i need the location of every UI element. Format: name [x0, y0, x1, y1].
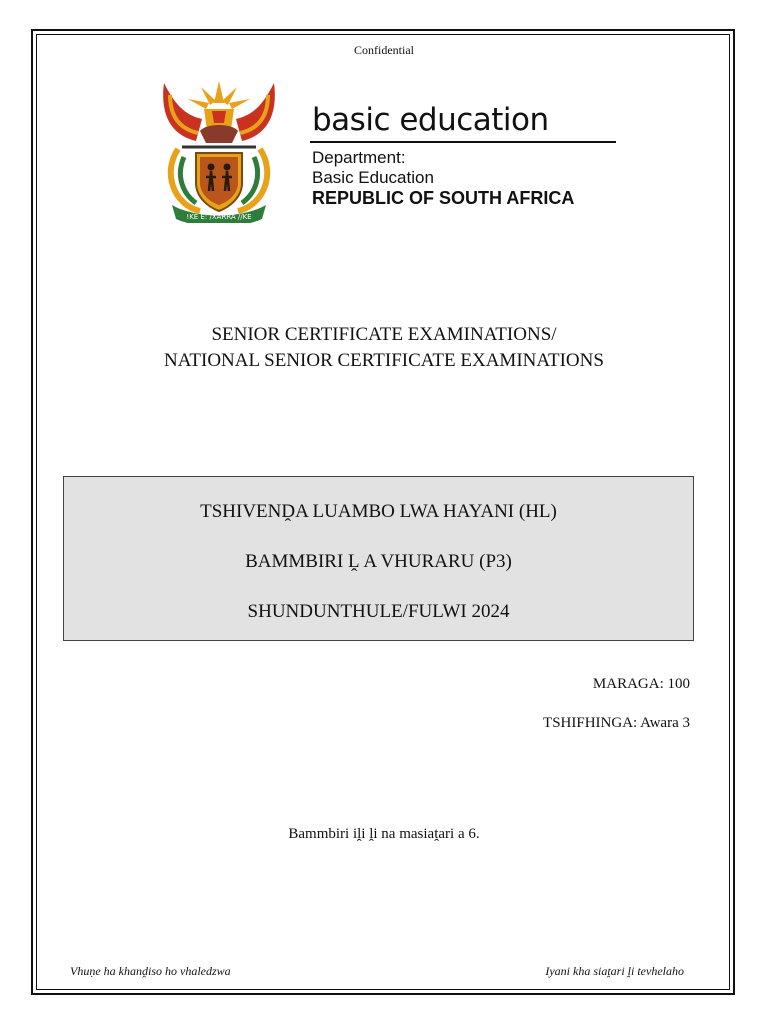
crest-motto: !KE E: /XARRA //KE [186, 213, 252, 221]
subject-box [63, 476, 694, 641]
footer-turn-over: Iyani kha siaṱari ḽi tevhelaho [545, 964, 684, 978]
subject-name: TSHIVENḒA LUAMBO LWA HAYANI (HL) [200, 501, 557, 522]
department-title: basic education [312, 102, 549, 138]
total-marks: MARAGA: 100 [592, 676, 690, 692]
exam-session: SHUNDUNTHULE/FULWI 2024 [247, 601, 510, 622]
country-name: REPUBLIC OF SOUTH AFRICA [312, 188, 575, 208]
page-count-note: Bammbiri iḽi ḽi na masiaṱari a 6. [288, 826, 480, 842]
coat-of-arms-icon [156, 73, 282, 223]
exam-title-line-2: NATIONAL SENIOR CERTIFICATE EXAMINATIONS [164, 350, 604, 371]
exam-duration: TSHIFHINGA: Awara 3 [543, 715, 690, 731]
footer-copyright: Vhuṇe ha khanḓiso ho vhaledzwa [70, 964, 231, 978]
confidential-label: Confidential [354, 43, 414, 57]
paper-number: BAMMBIRI Ḽ A VHURARU (P3) [245, 551, 512, 572]
department-rule [310, 141, 616, 143]
department-name: Basic Education [312, 168, 434, 187]
department-label: Department: [312, 148, 406, 167]
department-block [310, 100, 620, 208]
exam-title [0, 322, 768, 374]
exam-title-line-1: SENIOR CERTIFICATE EXAMINATIONS/ [211, 324, 557, 345]
